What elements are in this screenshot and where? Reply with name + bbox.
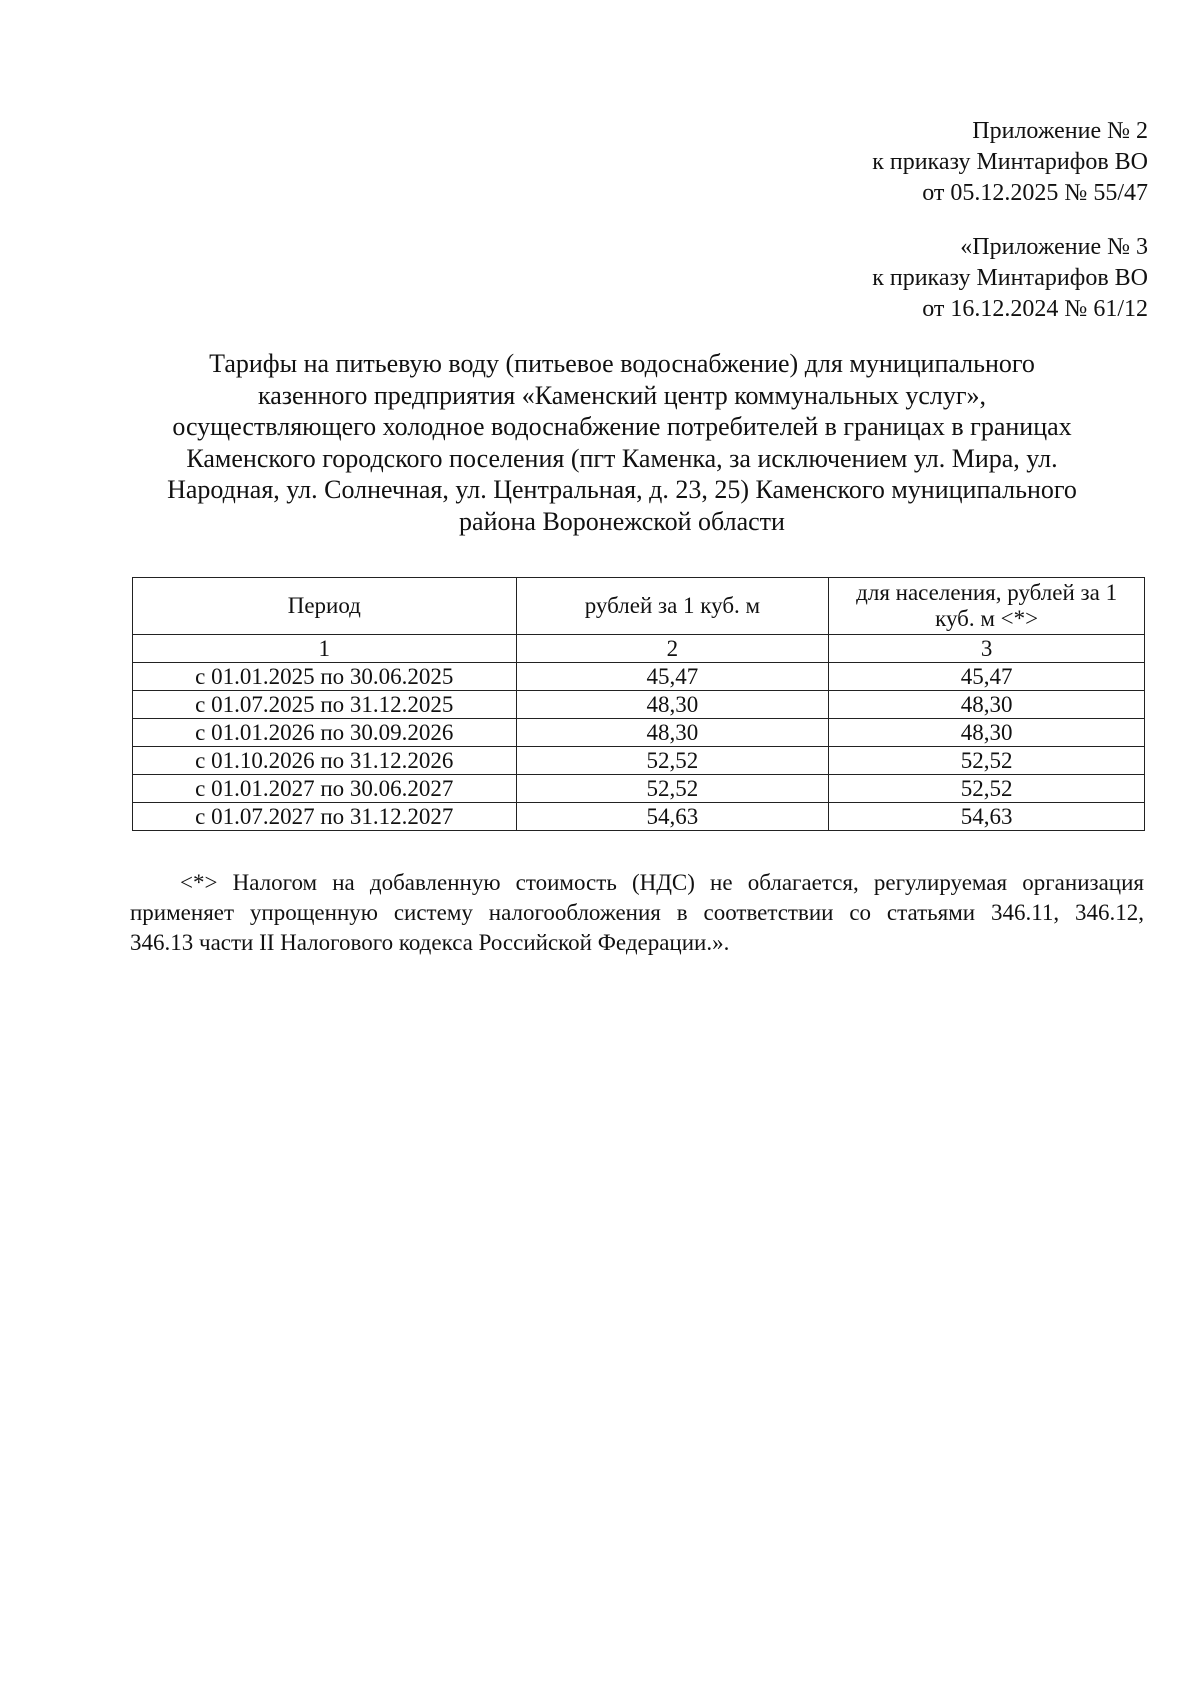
title-line: района Воронежской области bbox=[459, 506, 785, 536]
appendix-line: к приказу Минтарифов ВО bbox=[872, 149, 1148, 175]
period-cell: с 01.10.2026 по 31.12.2026 bbox=[133, 747, 517, 775]
title-line: казенного предприятия «Каменский центр коммунальных услуг», bbox=[257, 380, 987, 410]
population-rate-cell: 48,30 bbox=[829, 691, 1145, 719]
appendix-line: от 16.12.2024 № 61/12 bbox=[922, 296, 1148, 322]
appendix-line: Приложение № 2 bbox=[972, 118, 1148, 144]
table-row bbox=[133, 747, 1145, 775]
footnote-line: <*> Налогом на добавленную стоимость (НДС) не облагается, регулируемая организация bbox=[180, 870, 1144, 895]
table-row bbox=[133, 663, 1145, 691]
column-number: 1 bbox=[133, 635, 517, 663]
header-rate: рублей за 1 куб. м bbox=[516, 578, 829, 635]
appendix-line: к приказу Минтарифов ВО bbox=[872, 265, 1148, 291]
header-period: Период bbox=[133, 578, 517, 635]
appendix-reference-original bbox=[588, 232, 1148, 325]
population-rate-cell: 52,52 bbox=[829, 775, 1145, 803]
footnote-line: 346.13 части II Налогового кодекса Российской Федерации.». bbox=[130, 930, 730, 955]
rate-cell: 48,30 bbox=[516, 691, 829, 719]
rate-cell: 48,30 bbox=[516, 719, 829, 747]
period-cell: с 01.01.2026 по 30.09.2026 bbox=[133, 719, 517, 747]
appendix-reference-current bbox=[588, 116, 1148, 209]
table-row bbox=[133, 719, 1145, 747]
header-rate-population: для населения, рублей за 1 куб. м <*> bbox=[829, 578, 1145, 635]
period-cell: с 01.01.2025 по 30.06.2025 bbox=[133, 663, 517, 691]
appendix-line: «Приложение № 3 bbox=[960, 234, 1148, 260]
rate-cell: 54,63 bbox=[516, 803, 829, 831]
title-line: Каменского городского поселения (пгт Каменка, за исключением ул. Мира, ул. bbox=[186, 443, 1058, 473]
population-rate-cell: 45,47 bbox=[829, 663, 1145, 691]
period-cell: с 01.07.2025 по 31.12.2025 bbox=[133, 691, 517, 719]
appendix-line: от 05.12.2025 № 55/47 bbox=[922, 180, 1148, 206]
period-cell: с 01.01.2027 по 30.06.2027 bbox=[133, 775, 517, 803]
column-number-row bbox=[133, 635, 1145, 663]
footnote-line: применяет упрощенную систему налогообложения в соответствии со статьями 346.11, 346.12, bbox=[130, 900, 1144, 925]
title-line: Тарифы на питьевую воду (питьевое водоснабжение) для муниципального bbox=[209, 349, 1035, 378]
tariff-table bbox=[132, 577, 1145, 831]
table-header-row bbox=[133, 578, 1145, 635]
table-row bbox=[133, 691, 1145, 719]
title-line: Народная, ул. Солнечная, ул. Центральная, д. 23, 25) Каменского муниципального bbox=[167, 475, 1077, 504]
title-line: осуществляющего холодное водоснабжение потребителей в границах в границах bbox=[172, 412, 1072, 441]
rate-cell: 52,52 bbox=[516, 775, 829, 803]
population-rate-cell: 48,30 bbox=[829, 719, 1145, 747]
population-rate-cell: 52,52 bbox=[829, 747, 1145, 775]
rate-cell: 52,52 bbox=[516, 747, 829, 775]
population-rate-cell: 54,63 bbox=[829, 803, 1145, 831]
document-title bbox=[130, 348, 1114, 537]
table-row bbox=[133, 803, 1145, 831]
column-number: 2 bbox=[516, 635, 829, 663]
rate-cell: 45,47 bbox=[516, 663, 829, 691]
vat-footnote bbox=[130, 868, 1144, 958]
column-number: 3 bbox=[829, 635, 1145, 663]
table-row bbox=[133, 775, 1145, 803]
period-cell: с 01.07.2027 по 31.12.2027 bbox=[133, 803, 517, 831]
